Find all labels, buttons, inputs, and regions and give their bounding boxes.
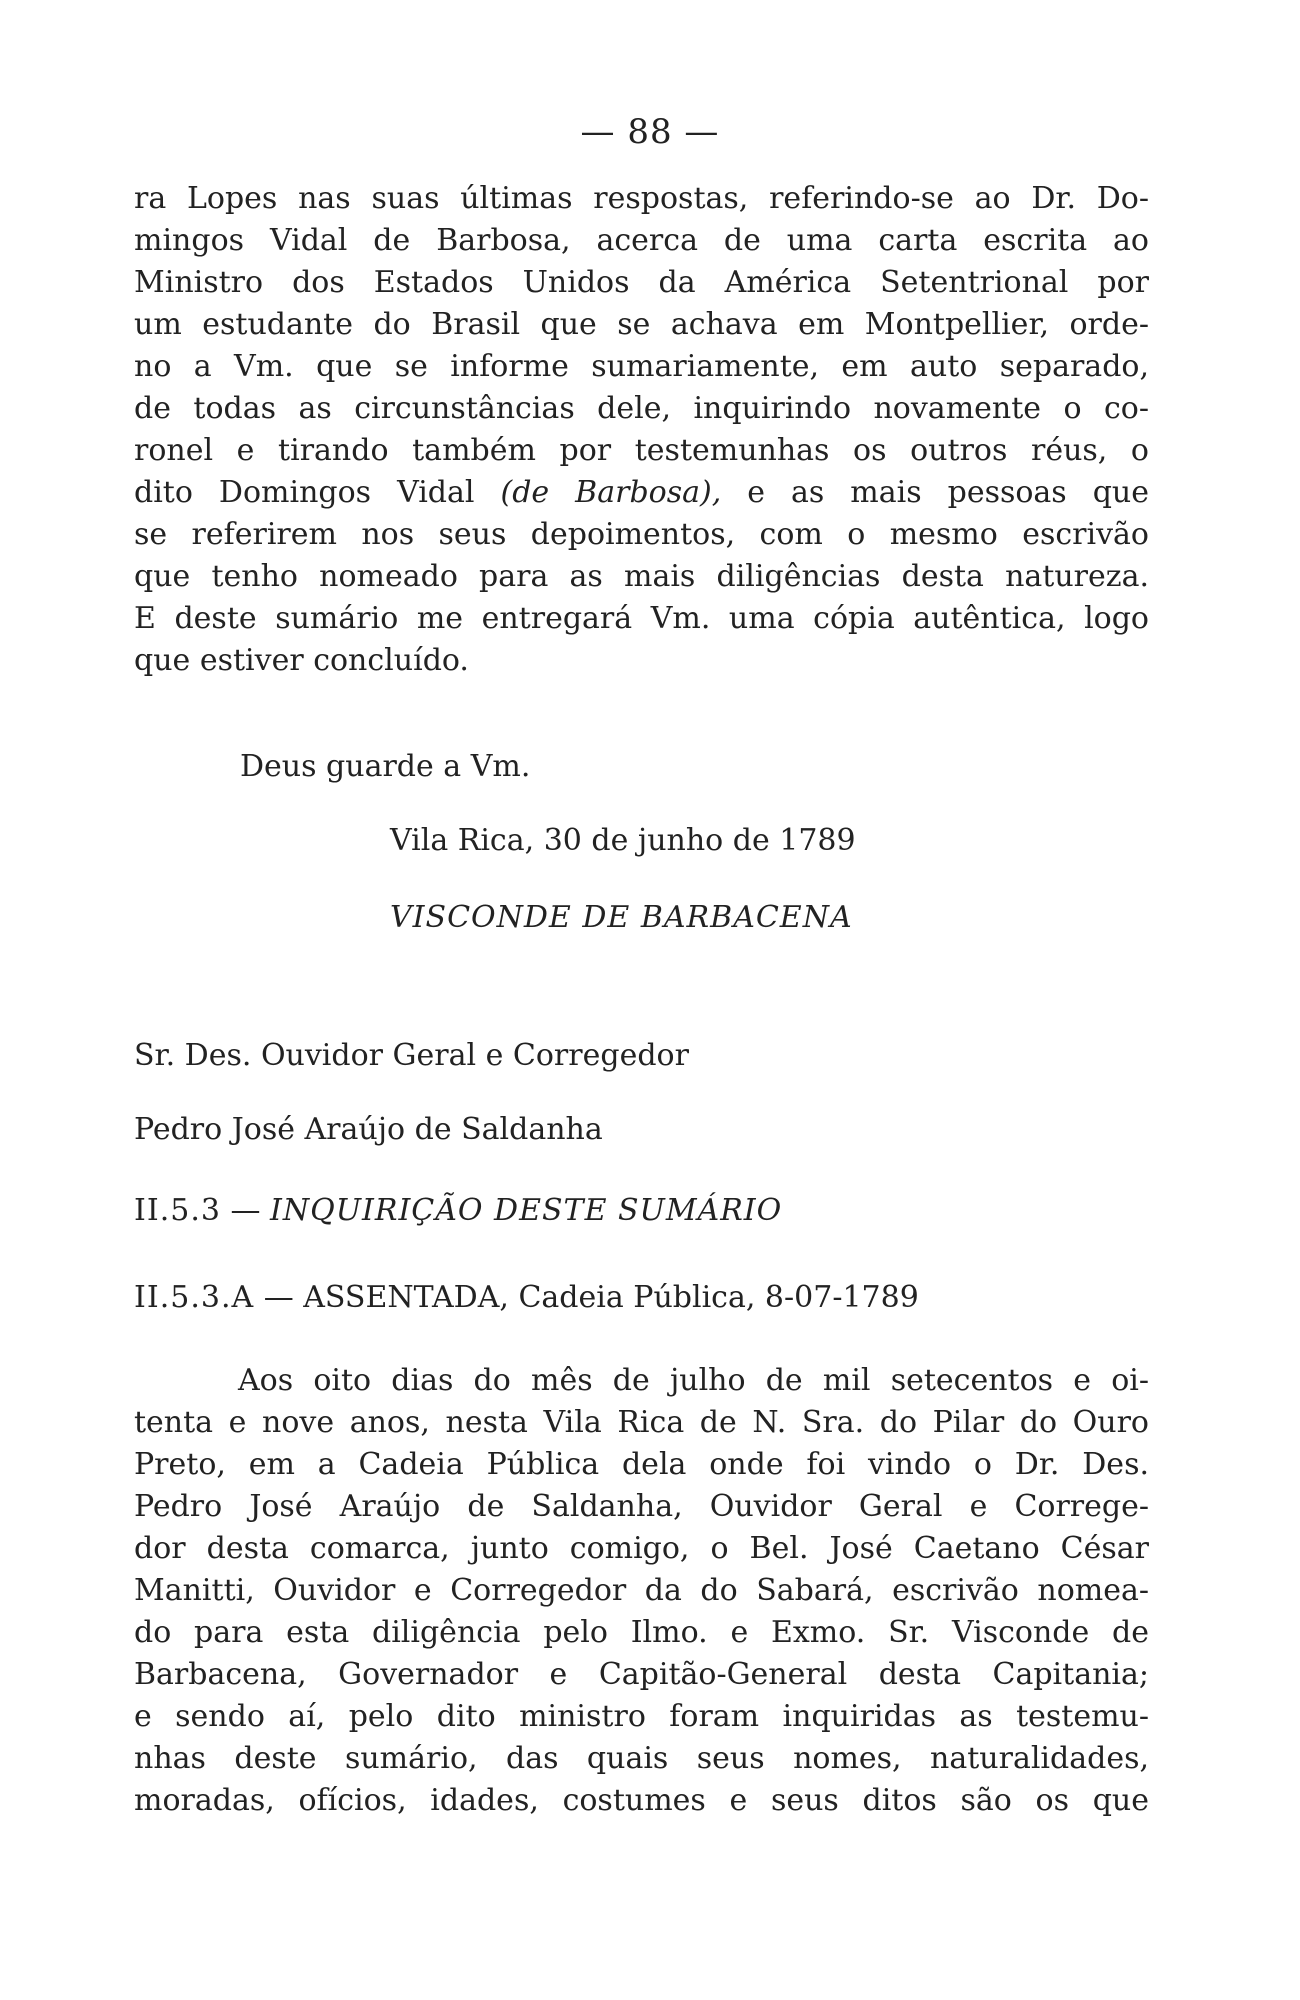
- text-line: dor desta comarca, junto comigo, o Bel. José Caetano César: [134, 1531, 1149, 1566]
- text-line: Aos oito dias do mês de julho de mil setecentos e oi-: [238, 1363, 1149, 1398]
- continued-paragraph: [134, 178, 1149, 682]
- subsection-title: — ASSENTADA, Cadeia Pública, 8-07-1789: [254, 1280, 919, 1315]
- letter-greeting: Deus guarde a Vm.: [240, 749, 531, 784]
- text-line: e sendo aí, pelo dito ministro foram inquiridas as testemu-: [134, 1699, 1149, 1734]
- text-line: Barbacena, Governador e Capitão-General desta Capitania;: [134, 1657, 1149, 1692]
- text-line: que estiver concluído.: [134, 643, 469, 678]
- text-line: ra Lopes nas suas últimas respostas, referindo-se ao Dr. Do-: [134, 181, 1149, 216]
- text-line: do para esta diligência pelo Ilmo. e Exmo. Sr. Visconde de: [134, 1615, 1149, 1650]
- text-line: Ministro dos Estados Unidos da América Setentrional por: [134, 265, 1149, 300]
- section-number: II.5.3: [134, 1193, 221, 1228]
- page-number: — 88 —: [580, 112, 720, 152]
- body-paragraph: [134, 1360, 1149, 1822]
- text-line: um estudante do Brasil que se achava em Montpellier, orde-: [134, 307, 1149, 342]
- italic-name: (de Barbosa),: [500, 475, 722, 510]
- text-line: mingos Vidal de Barbosa, acerca de uma carta escrita ao: [134, 223, 1149, 258]
- letter-date: Vila Rica, 30 de junho de 1789: [390, 823, 856, 858]
- text-line: Manitti, Ouvidor e Corregedor da do Sabará, escrivão nomea-: [134, 1573, 1149, 1608]
- text-line: que tenho nomeado para as mais diligências desta natureza.: [134, 559, 1149, 594]
- text-line: moradas, ofícios, idades, costumes e seus ditos são os que: [134, 1783, 1149, 1818]
- text-segment: e as mais pessoas que: [721, 475, 1149, 510]
- text-line: ronel e tirando também por testemunhas os outros réus, o: [134, 433, 1149, 468]
- text-line: Preto, em a Cadeia Pública dela onde foi vindo o Dr. Des.: [134, 1447, 1149, 1482]
- text-line: E deste sumário me entregará Vm. uma cópia autêntica, logo: [134, 601, 1149, 636]
- text-line: Pedro José Araújo de Saldanha, Ouvidor Geral e Correge-: [134, 1489, 1149, 1524]
- text-line: se referirem nos seus depoimentos, com o mesmo escrivão: [134, 517, 1149, 552]
- subsection-heading: [134, 1280, 919, 1315]
- text-line: tenta e nove anos, nesta Vila Rica de N. Sra. do Pilar do Ouro: [134, 1405, 1149, 1440]
- text-line: nhas deste sumário, das quais seus nomes, naturalidades,: [134, 1741, 1149, 1776]
- section-title: INQUIRIÇÃO DESTE SUMÁRIO: [270, 1193, 783, 1228]
- letter-signature: VISCONDE DE BARBACENA: [390, 900, 853, 935]
- section-heading: [134, 1193, 782, 1228]
- text-line-with-italic: [134, 472, 1149, 514]
- text-segment: dito Domingos Vidal: [134, 475, 501, 510]
- addressee-title: Sr. Des. Ouvidor Geral e Corregedor: [134, 1038, 689, 1073]
- section-dash: —: [220, 1193, 271, 1228]
- subsection-number: II.5.3.A: [134, 1280, 255, 1315]
- text-line: no a Vm. que se informe sumariamente, em auto separado,: [134, 349, 1149, 384]
- text-line: de todas as circunstâncias dele, inquirindo novamente o co-: [134, 391, 1149, 426]
- addressee-name: Pedro José Araújo de Saldanha: [134, 1112, 603, 1147]
